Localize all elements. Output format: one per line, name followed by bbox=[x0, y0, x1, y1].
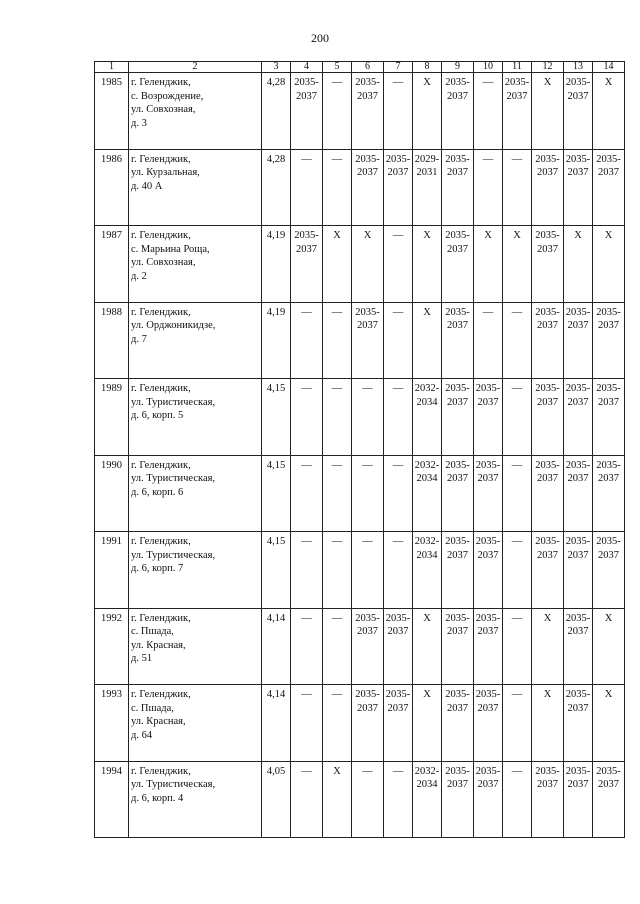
period-cell: — bbox=[503, 379, 532, 456]
period-cell: 2035- 2037 bbox=[474, 761, 503, 838]
period-cell: — bbox=[291, 608, 323, 685]
period-cell: — bbox=[291, 685, 323, 762]
column-header: 7 bbox=[384, 62, 413, 73]
period-cell: 2035- 2037 bbox=[352, 149, 384, 226]
period-cell: 2035- 2037 bbox=[442, 149, 474, 226]
period-cell: 2035- 2037 bbox=[564, 302, 593, 379]
period-cell: 2035- 2037 bbox=[593, 149, 625, 226]
period-cell: 2035- 2037 bbox=[532, 761, 564, 838]
period-cell: — bbox=[384, 226, 413, 303]
period-cell: Х bbox=[413, 226, 442, 303]
period-cell: 2032- 2034 bbox=[413, 455, 442, 532]
period-cell: Х bbox=[564, 226, 593, 303]
period-cell: Х bbox=[323, 226, 352, 303]
column-number-row bbox=[95, 62, 625, 73]
page-number: 200 bbox=[311, 31, 329, 45]
period-cell: 2035- 2037 bbox=[384, 685, 413, 762]
period-cell: — bbox=[503, 761, 532, 838]
period-cell: 2035- 2037 bbox=[532, 532, 564, 609]
period-cell: 2035- 2037 bbox=[474, 532, 503, 609]
table-row bbox=[95, 761, 625, 838]
table-row bbox=[95, 455, 625, 532]
period-cell: 2035- 2037 bbox=[564, 532, 593, 609]
period-cell: 2035- 2037 bbox=[352, 685, 384, 762]
period-cell: — bbox=[291, 455, 323, 532]
value-cell: 4,15 bbox=[262, 379, 291, 456]
column-header: 2 bbox=[129, 62, 262, 73]
period-cell: 2035- 2037 bbox=[384, 608, 413, 685]
period-cell: 2035- 2037 bbox=[474, 685, 503, 762]
period-cell: 2035- 2037 bbox=[564, 761, 593, 838]
period-cell: 2035- 2037 bbox=[593, 302, 625, 379]
table-row bbox=[95, 149, 625, 226]
period-cell: — bbox=[503, 608, 532, 685]
table-row bbox=[95, 302, 625, 379]
period-cell: 2035- 2037 bbox=[291, 73, 323, 150]
period-cell: — bbox=[503, 302, 532, 379]
period-cell: 2035- 2037 bbox=[532, 455, 564, 532]
period-cell: — bbox=[384, 455, 413, 532]
period-cell: — bbox=[352, 379, 384, 456]
period-cell: 2035- 2037 bbox=[442, 685, 474, 762]
period-cell: — bbox=[323, 455, 352, 532]
column-header: 1 bbox=[95, 62, 129, 73]
row-number-cell: 1986 bbox=[95, 149, 129, 226]
period-cell: 2035- 2037 bbox=[593, 455, 625, 532]
period-cell: — bbox=[323, 302, 352, 379]
value-cell: 4,14 bbox=[262, 685, 291, 762]
value-cell: 4,19 bbox=[262, 226, 291, 303]
column-header: 13 bbox=[564, 62, 593, 73]
period-cell: — bbox=[503, 149, 532, 226]
row-number-cell: 1992 bbox=[95, 608, 129, 685]
address-cell: г. Геленджик, ул. Туристическая, д. 6, корп. 5 bbox=[129, 379, 262, 456]
period-cell: — bbox=[352, 532, 384, 609]
period-cell: — bbox=[323, 73, 352, 150]
period-cell: — bbox=[384, 761, 413, 838]
period-cell: 2035- 2037 bbox=[532, 149, 564, 226]
table-body bbox=[95, 73, 625, 838]
value-cell: 4,15 bbox=[262, 532, 291, 609]
period-cell: 2035- 2037 bbox=[442, 608, 474, 685]
period-cell: 2035- 2037 bbox=[593, 379, 625, 456]
address-cell: г. Геленджик, с. Марьина Роща, ул. Совхозная, д. 2 bbox=[129, 226, 262, 303]
period-cell: Х bbox=[593, 226, 625, 303]
value-cell: 4,14 bbox=[262, 608, 291, 685]
period-cell: Х bbox=[532, 608, 564, 685]
period-cell: — bbox=[323, 532, 352, 609]
period-cell: 2035- 2037 bbox=[474, 608, 503, 685]
column-header: 14 bbox=[593, 62, 625, 73]
row-number-cell: 1993 bbox=[95, 685, 129, 762]
value-cell: 4,28 bbox=[262, 149, 291, 226]
period-cell: — bbox=[503, 455, 532, 532]
period-cell: Х bbox=[352, 226, 384, 303]
column-header: 10 bbox=[474, 62, 503, 73]
period-cell: — bbox=[323, 379, 352, 456]
column-header: 8 bbox=[413, 62, 442, 73]
address-cell: г. Геленджик, с. Пшада, ул. Красная, д. 64 bbox=[129, 685, 262, 762]
period-cell: Х bbox=[413, 302, 442, 379]
period-cell: 2035- 2037 bbox=[352, 608, 384, 685]
period-cell: 2035- 2037 bbox=[564, 455, 593, 532]
period-cell: 2029- 2031 bbox=[413, 149, 442, 226]
period-cell: — bbox=[384, 379, 413, 456]
period-cell: 2035- 2037 bbox=[352, 73, 384, 150]
table-row bbox=[95, 226, 625, 303]
period-cell: Х bbox=[503, 226, 532, 303]
column-header: 4 bbox=[291, 62, 323, 73]
period-cell: 2035- 2037 bbox=[564, 149, 593, 226]
column-header: 11 bbox=[503, 62, 532, 73]
period-cell: 2035- 2037 bbox=[503, 73, 532, 150]
period-cell: — bbox=[474, 302, 503, 379]
row-number-cell: 1991 bbox=[95, 532, 129, 609]
period-cell: 2032- 2034 bbox=[413, 532, 442, 609]
row-number-cell: 1985 bbox=[95, 73, 129, 150]
column-header: 9 bbox=[442, 62, 474, 73]
period-cell: 2035- 2037 bbox=[442, 455, 474, 532]
table-row bbox=[95, 685, 625, 762]
period-cell: Х bbox=[474, 226, 503, 303]
value-cell: 4,28 bbox=[262, 73, 291, 150]
period-cell: — bbox=[503, 685, 532, 762]
period-cell: 2035- 2037 bbox=[532, 302, 564, 379]
period-cell: 2035- 2037 bbox=[593, 532, 625, 609]
table-row bbox=[95, 532, 625, 609]
address-cell: г. Геленджик, ул. Туристическая, д. 6, корп. 7 bbox=[129, 532, 262, 609]
period-cell: — bbox=[291, 302, 323, 379]
row-number-cell: 1988 bbox=[95, 302, 129, 379]
row-number-cell: 1989 bbox=[95, 379, 129, 456]
period-cell: 2032- 2034 bbox=[413, 379, 442, 456]
period-cell: 2035- 2037 bbox=[442, 532, 474, 609]
period-cell: 2035- 2037 bbox=[564, 73, 593, 150]
period-cell: — bbox=[474, 73, 503, 150]
address-cell: г. Геленджик, ул. Орджоникидзе, д. 7 bbox=[129, 302, 262, 379]
period-cell: 2035- 2037 bbox=[291, 226, 323, 303]
period-cell: — bbox=[323, 149, 352, 226]
period-cell: — bbox=[291, 379, 323, 456]
period-cell: — bbox=[384, 532, 413, 609]
period-cell: 2035- 2037 bbox=[352, 302, 384, 379]
period-cell: — bbox=[291, 149, 323, 226]
address-cell: г. Геленджик, ул. Туристическая, д. 6, корп. 4 bbox=[129, 761, 262, 838]
period-cell: Х bbox=[413, 608, 442, 685]
column-header: 3 bbox=[262, 62, 291, 73]
period-cell: — bbox=[352, 761, 384, 838]
period-cell: 2035- 2037 bbox=[532, 379, 564, 456]
period-cell: Х bbox=[593, 685, 625, 762]
period-cell: Х bbox=[532, 685, 564, 762]
column-header: 6 bbox=[352, 62, 384, 73]
period-cell: 2035- 2037 bbox=[564, 379, 593, 456]
table-row bbox=[95, 379, 625, 456]
period-cell: — bbox=[323, 685, 352, 762]
column-header: 12 bbox=[532, 62, 564, 73]
period-cell: 2035- 2037 bbox=[593, 761, 625, 838]
housing-register-table bbox=[94, 61, 625, 838]
address-cell: г. Геленджик, ул. Курзальная, д. 40 А bbox=[129, 149, 262, 226]
row-number-cell: 1990 bbox=[95, 455, 129, 532]
row-number-cell: 1994 bbox=[95, 761, 129, 838]
table-row bbox=[95, 73, 625, 150]
period-cell: — bbox=[384, 73, 413, 150]
period-cell: — bbox=[352, 455, 384, 532]
period-cell: 2035- 2037 bbox=[532, 226, 564, 303]
column-header: 5 bbox=[323, 62, 352, 73]
period-cell: 2035- 2037 bbox=[564, 685, 593, 762]
value-cell: 4,15 bbox=[262, 455, 291, 532]
period-cell: 2032- 2034 bbox=[413, 761, 442, 838]
period-cell: Х bbox=[593, 73, 625, 150]
period-cell: 2035- 2037 bbox=[474, 379, 503, 456]
period-cell: Х bbox=[593, 608, 625, 685]
row-number-cell: 1987 bbox=[95, 226, 129, 303]
period-cell: — bbox=[323, 608, 352, 685]
period-cell: 2035- 2037 bbox=[442, 226, 474, 303]
period-cell: — bbox=[291, 532, 323, 609]
period-cell: 2035- 2037 bbox=[384, 149, 413, 226]
address-cell: г. Геленджик, с. Возрождение, ул. Совхозная, д. 3 bbox=[129, 73, 262, 150]
table-row bbox=[95, 608, 625, 685]
period-cell: 2035- 2037 bbox=[442, 73, 474, 150]
value-cell: 4,05 bbox=[262, 761, 291, 838]
period-cell: 2035- 2037 bbox=[442, 379, 474, 456]
period-cell: — bbox=[291, 761, 323, 838]
period-cell: 2035- 2037 bbox=[442, 302, 474, 379]
value-cell: 4,19 bbox=[262, 302, 291, 379]
period-cell: Х bbox=[413, 685, 442, 762]
period-cell: — bbox=[503, 532, 532, 609]
period-cell: Х bbox=[532, 73, 564, 150]
period-cell: 2035- 2037 bbox=[564, 608, 593, 685]
period-cell: Х bbox=[323, 761, 352, 838]
address-cell: г. Геленджик, с. Пшада, ул. Красная, д. 51 bbox=[129, 608, 262, 685]
period-cell: — bbox=[384, 302, 413, 379]
period-cell: 2035- 2037 bbox=[474, 455, 503, 532]
address-cell: г. Геленджик, ул. Туристическая, д. 6, корп. 6 bbox=[129, 455, 262, 532]
period-cell: — bbox=[474, 149, 503, 226]
period-cell: Х bbox=[413, 73, 442, 150]
period-cell: 2035- 2037 bbox=[442, 761, 474, 838]
